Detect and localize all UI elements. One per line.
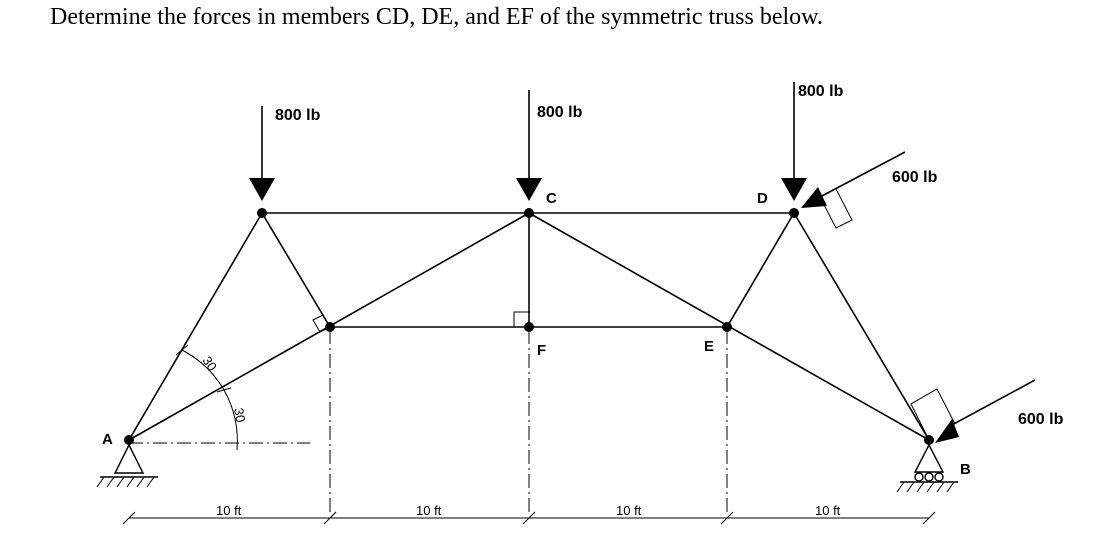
joint-e — [722, 322, 732, 332]
pin-support-a — [97, 445, 158, 487]
load-label-b-slant: 600 lb — [1018, 411, 1064, 428]
right-angle-markers — [313, 312, 529, 332]
angle-label-1: 30 — [199, 353, 220, 374]
joint-d — [789, 208, 799, 218]
member-de — [727, 213, 794, 327]
load-arrow-c-head — [516, 178, 542, 201]
joint-mid-left — [325, 322, 335, 332]
dimension-label-2: 10 ft — [416, 503, 442, 518]
node-label-b: B — [960, 461, 971, 478]
problem-statement: Determine the forces in members CD, DE, and EF of the symmetric truss below. — [50, 4, 823, 30]
load-arrow-d-head — [781, 178, 807, 201]
inclined-loads — [801, 152, 1035, 443]
joint-f — [524, 322, 534, 332]
node-label-c: C — [546, 190, 557, 207]
load-label-c: 800 lb — [537, 104, 583, 121]
dimension-line — [123, 512, 935, 524]
node-label-e: E — [704, 338, 715, 355]
joint-top-left — [257, 208, 267, 218]
node-label-f: F — [537, 342, 547, 359]
member-d-b — [794, 213, 929, 440]
member-top-left-mid-left — [262, 213, 330, 327]
reference-lines — [129, 330, 727, 515]
node-label-d: D — [757, 190, 768, 207]
load-label-d: 800 lb — [798, 83, 844, 100]
dimension-label-1: 10 ft — [216, 503, 242, 518]
dimension-label-3: 10 ft — [616, 503, 642, 518]
slant-load-d-head — [801, 187, 827, 208]
roller-support-b — [897, 445, 958, 492]
load-label-d-slant: 600 lb — [892, 169, 938, 186]
angle-tick-1 — [176, 345, 188, 355]
dimension-label-4: 10 ft — [815, 503, 841, 518]
node-label-a: A — [102, 431, 113, 448]
angle-arc-upper — [182, 350, 224, 390]
angle-label-2: 30 — [231, 406, 249, 424]
load-arrow-1-head — [249, 178, 275, 201]
load-label-1: 800 lb — [275, 107, 321, 124]
member-a-top-left — [129, 213, 262, 440]
joint-c — [524, 208, 534, 218]
vertical-loads — [249, 82, 807, 201]
